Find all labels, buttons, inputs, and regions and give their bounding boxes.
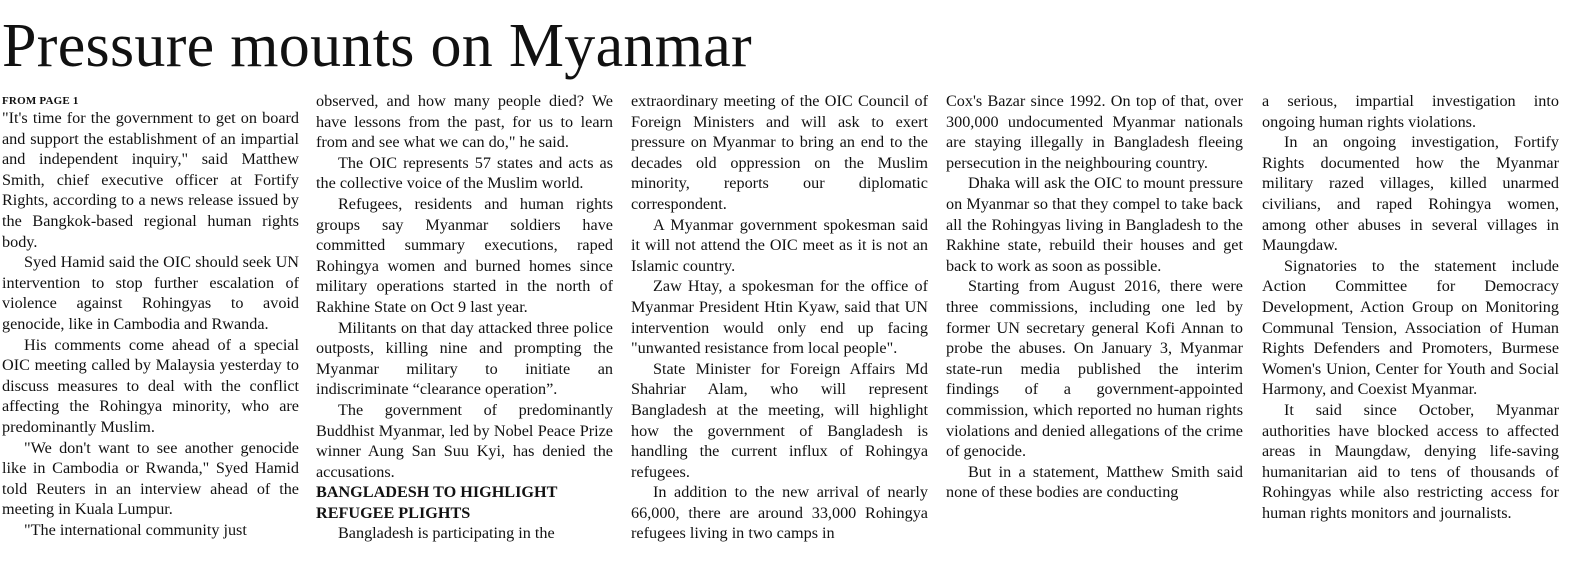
article-paragraph: extraordinary meeting of the OIC Council of Foreign Ministers and will ask to exert pressure on Myanmar to bring an end to the decades old oppression on the Muslim minority, reports our diplomatic correspondent. (631, 92, 928, 213)
article-paragraph: a serious, impartial investigation into ongoing human rights violations. (1262, 92, 1559, 131)
article-paragraph: The OIC represents 57 states and acts as the collective voice of the Muslim world. (316, 153, 613, 193)
article-column-4 (946, 91, 1243, 503)
page-continuation-label: FROM PAGE 1 (2, 95, 79, 107)
article-paragraph: observed, and how many people died? We have lessons from the past, for us to learn from and see what we can do," he said. (316, 92, 613, 152)
article-paragraph: Militants on that day attacked three police outposts, killing nine and prompting the Myanmar military to initiate an indiscriminate “clearance operation”. (316, 318, 613, 399)
article-paragraph: "The international community just (24, 520, 247, 539)
article-paragraph: "It's time for the government to get on board and support the establishment of an impartial and independent inquiry," said Matthew Smith, chief executive officer at Fortify Rights, according to a news release issued by the Bangkok-based regional human rights body. (2, 109, 299, 251)
article-column-5 (1262, 91, 1559, 523)
article-paragraph: His comments come ahead of a special OIC meeting called by Malaysia yesterday to discuss measures to deal with the conflict affecting the Rohingya minority, who are predominantly Muslim. (2, 335, 299, 436)
article-paragraph: Zaw Htay, a spokesman for the office of Myanmar President Htin Kyaw, said that UN intervention would only end up facing "unwanted resistance from local people". (631, 277, 928, 358)
article-paragraph: The government of predominantly Buddhist Myanmar, led by Nobel Peace Prize winner Aung San Suu Kyi, has denied the accusations. (316, 400, 613, 481)
article-column-3 (631, 91, 928, 544)
article-paragraph: Bangladesh is participating in the (338, 524, 555, 543)
article-paragraph: Starting from August 2016, there were three commissions, including one led by former UN secretary general Kofi Annan to probe the abuses. On January 3, Myanmar state-run media published the interim findings of a government-appointed commission, which reported no human rights violations and denied allegations of the crime of genocide. (946, 277, 1243, 461)
headline: Pressure mounts on Myanmar (2, 12, 752, 80)
article-paragraph: State Minister for Foreign Affairs Md Shahriar Alam, who will represent Bangladesh at the meeting, will highlight how the government of Bangladesh is handling the current influx of Rohingya refugees. (631, 359, 928, 481)
article-paragraph: Signatories to the statement include Action Committee for Democracy Development, Action Group on Monitoring Communal Tension, Association of Human Rights Defenders and Promoters, Burmese Women's Union, Center for Youth and Social Harmony, and Coexist Myanmar. (1262, 256, 1559, 399)
article-paragraph: Cox's Bazar since 1992. On top of that, over 300,000 undocumented Myanmar nationals are staying illegally in Bangladesh fleeing persecution in the neighbouring country. (946, 92, 1243, 172)
article-paragraph: Dhaka will ask the OIC to mount pressure on Myanmar so that they compel to take back all the Rohingyas living in Bangladesh to the Rakhine state, rebuild their houses and get back to work as soon as possible. (946, 174, 1243, 275)
article-paragraph: Syed Hamid said the OIC should seek UN intervention to stop further escalation of violence against Rohingyas to avoid genocide, like in Cambodia and Rwanda. (2, 253, 299, 333)
article-paragraph: But in a statement, Matthew Smith said none of these bodies are conducting (946, 462, 1243, 502)
article-paragraph: In an ongoing investigation, Fortify Rights documented how the Myanmar military razed villages, killed unarmed civilians, and raped Rohingya women, among other abuses in several villages in Maungdaw. (1262, 133, 1559, 255)
article-column-2 (316, 91, 613, 544)
article-paragraph: "We don't want to see another genocide like in Cambodia or Rwanda," Syed Hamid told Reuters in an interview ahead of the meeting in Kuala Lumpur. (2, 438, 299, 519)
article-column-1 (2, 91, 299, 540)
section-subhead: BANGLADESH TO HIGHLIGHT REFUGEE PLIGHTS (316, 483, 558, 522)
article-paragraph: A Myanmar government spokesman said it will not attend the OIC meet as it is not an Islamic country. (631, 215, 928, 275)
article-paragraph: Refugees, residents and human rights groups say Myanmar soldiers have committed summary executions, raped Rohingya women and burned homes since military operations started in the north of Rakhine State on Oct 9 last year. (316, 194, 613, 316)
article-paragraph: It said since October, Myanmar authorities have blocked access to affected areas in Maungdaw, denying life-saving humanitarian aid to tens of thousands of Rohingyas while also restricting access for human rights monitors and journalists. (1262, 400, 1559, 522)
article-paragraph: In addition to the new arrival of nearly 66,000, there are around 33,000 Rohingya refugees living in two camps in (631, 483, 928, 543)
